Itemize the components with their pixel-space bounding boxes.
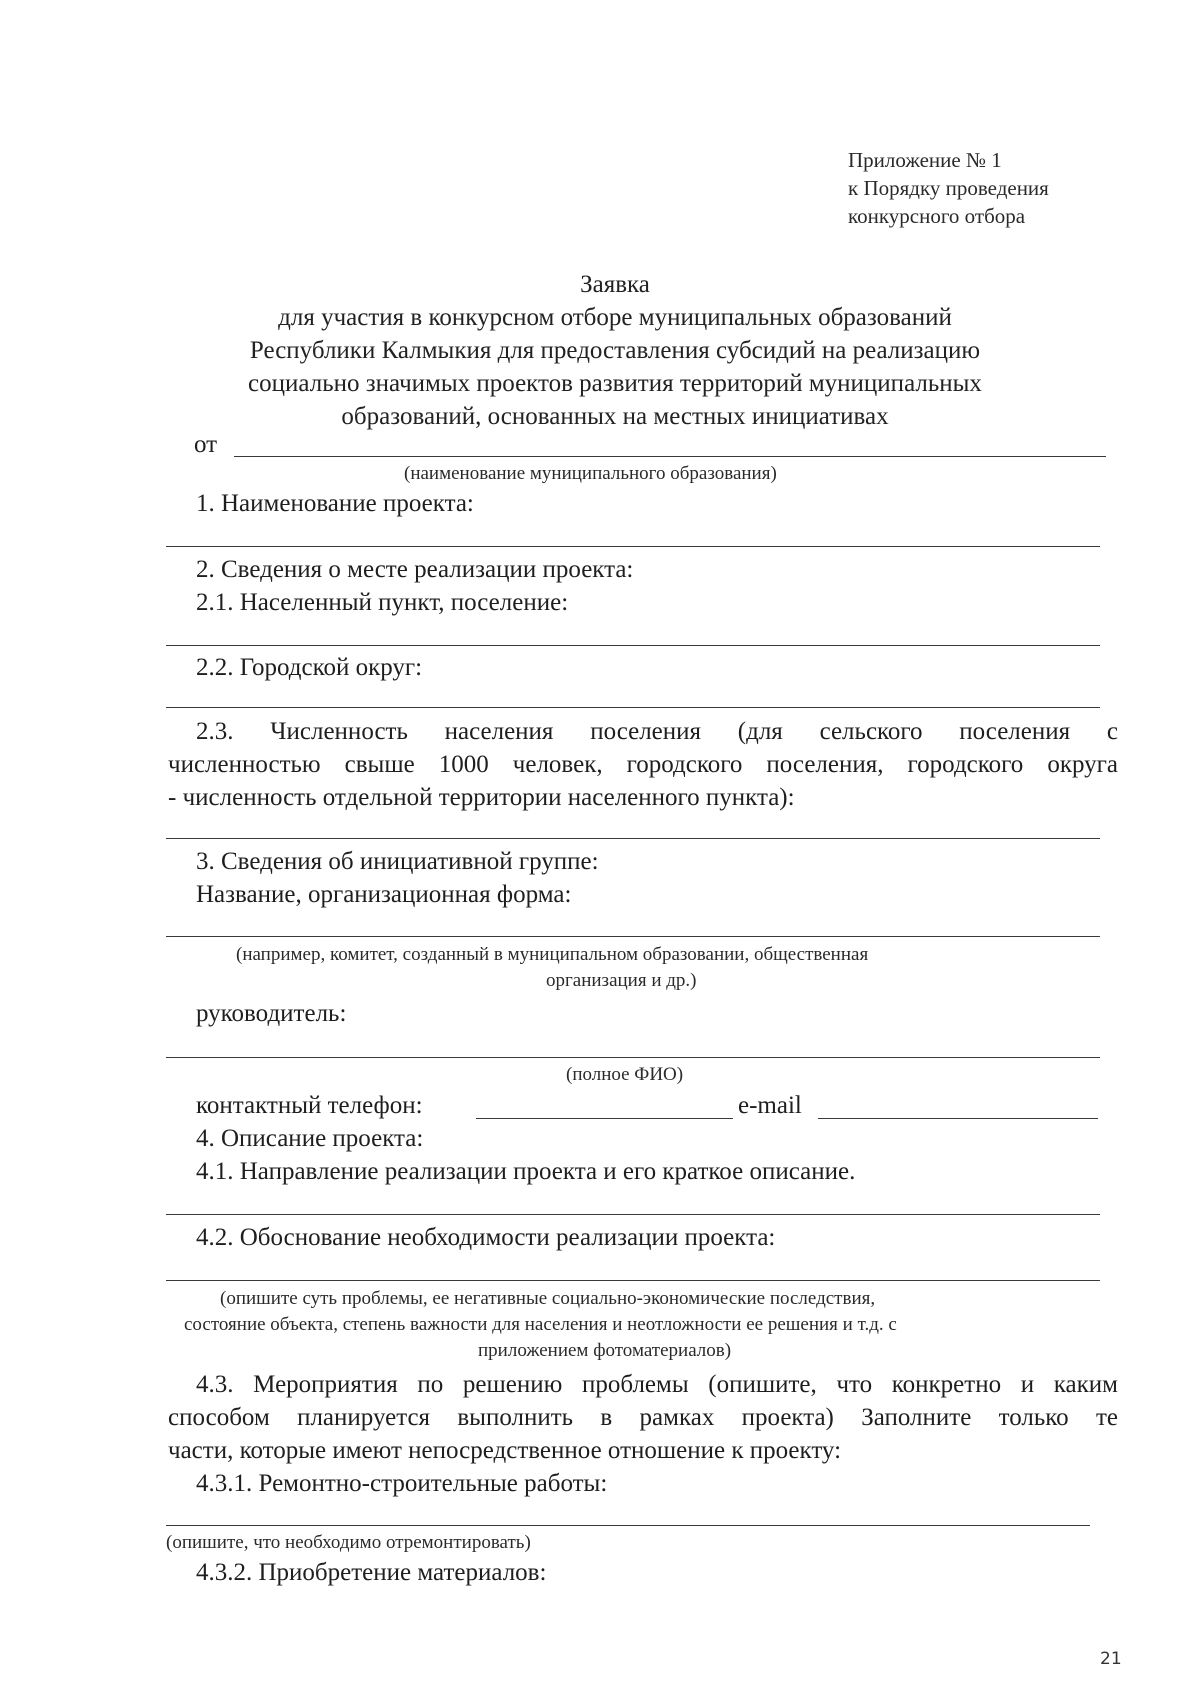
title-line-1: для участия в конкурсном отборе муниципальных образований: [278, 304, 952, 331]
section-4-3-paragraph: [168, 1368, 1118, 1467]
section-4-2-note-line-1: (опишите суть проблемы, ее негативные социально-экономические последствия,: [220, 1288, 876, 1309]
contact-email-label: e-mail: [738, 1092, 802, 1119]
from-blank-line[interactable]: [234, 456, 1106, 457]
section-4-1-blank-line[interactable]: [166, 1214, 1100, 1215]
appendix-reference: [848, 146, 1049, 230]
section-3-head-blank-line[interactable]: [166, 1057, 1100, 1058]
section-2-3-blank-line[interactable]: [166, 838, 1100, 839]
section-2-3-line-2: численностью свыше 1000 человек, городского поселения, городского округа: [168, 751, 1118, 778]
section-3-name-blank-line[interactable]: [166, 936, 1100, 937]
section-3-head-note: (полное ФИО): [566, 1064, 684, 1085]
contact-phone-label: контактный телефон:: [196, 1092, 423, 1119]
section-4-3-1-label: 4.3.1. Ремонтно-строительные работы:: [196, 1470, 608, 1497]
section-4-3-1-blank-line[interactable]: [166, 1525, 1090, 1526]
section-3-name-label: Название, организационная форма:: [196, 881, 572, 908]
section-2-3-line-3: - численность отдельной территории населенного пункта):: [168, 784, 795, 811]
section-3-label: 3. Сведения об инициативной группе:: [196, 848, 599, 875]
section-3-head-label: руководитель:: [196, 1000, 347, 1027]
page-number: 21: [1100, 1649, 1122, 1669]
section-4-label: 4. Описание проекта:: [196, 1125, 424, 1152]
section-2-3-paragraph: [168, 715, 1118, 814]
title-line-4: образований, основанных на местных инициативах: [341, 403, 889, 430]
section-2-label: 2. Сведения о месте реализации проекта:: [196, 556, 634, 583]
section-2-3-line-1: 2.3. Численность населения поселения (для сельского поселения с: [196, 718, 1118, 745]
section-4-2-note-line-3: приложением фотоматериалов): [478, 1340, 732, 1361]
section-2-2-blank-line[interactable]: [166, 707, 1100, 708]
section-4-3-line-2: способом планируется выполнить в рамках проекта) Заполните только те: [168, 1404, 1118, 1431]
section-2-1-blank-line[interactable]: [166, 645, 1100, 646]
section-4-1-label: 4.1. Направление реализации проекта и его краткое описание.: [196, 1158, 856, 1185]
section-2-1-label: 2.1. Населенный пункт, поселение:: [196, 589, 569, 616]
section-4-3-1-note: (опишите, что необходимо отремонтировать): [166, 1532, 531, 1553]
section-1-blank-line[interactable]: [166, 546, 1100, 547]
section-1-label: 1. Наименование проекта:: [196, 490, 474, 517]
contact-email-blank-line[interactable]: [818, 1118, 1098, 1119]
section-4-3-line-1: 4.3. Мероприятия по решению проблемы (опишите, что конкретно и каким: [196, 1371, 1118, 1398]
section-4-2-blank-line[interactable]: [166, 1280, 1100, 1281]
document-heading: Заявка: [580, 271, 650, 298]
section-4-2-label: 4.2. Обоснование необходимости реализации проекта:: [196, 1224, 776, 1251]
section-3-note-line-2: организация и др.): [546, 970, 697, 991]
section-2-2-label: 2.2. Городской округ:: [196, 654, 423, 681]
appendix-line-2: к Порядку проведения: [848, 176, 1049, 200]
section-4-2-note-line-2: состояние объекта, степень важности для населения и неотложности ее решения и т.д. с: [184, 1314, 897, 1335]
appendix-line-3: конкурсного отбора: [848, 204, 1026, 228]
contact-phone-blank-line[interactable]: [476, 1118, 733, 1119]
section-4-3-2-label: 4.3.2. Приобретение материалов:: [196, 1559, 547, 1586]
from-label: от: [194, 431, 218, 458]
appendix-line-1: Приложение № 1: [848, 148, 1002, 172]
title-line-3: социально значимых проектов развития территорий муниципальных: [248, 370, 982, 397]
title-line-2: Республики Калмыкия для предоставления субсидий на реализацию: [249, 337, 981, 364]
from-caption: (наименование муниципального образования): [404, 463, 777, 484]
section-3-note-line-1: (например, комитет, созданный в муниципальном образовании, общественная: [236, 944, 869, 965]
section-4-3-line-3: части, которые имеют непосредственное отношение к проекту:: [168, 1437, 842, 1464]
